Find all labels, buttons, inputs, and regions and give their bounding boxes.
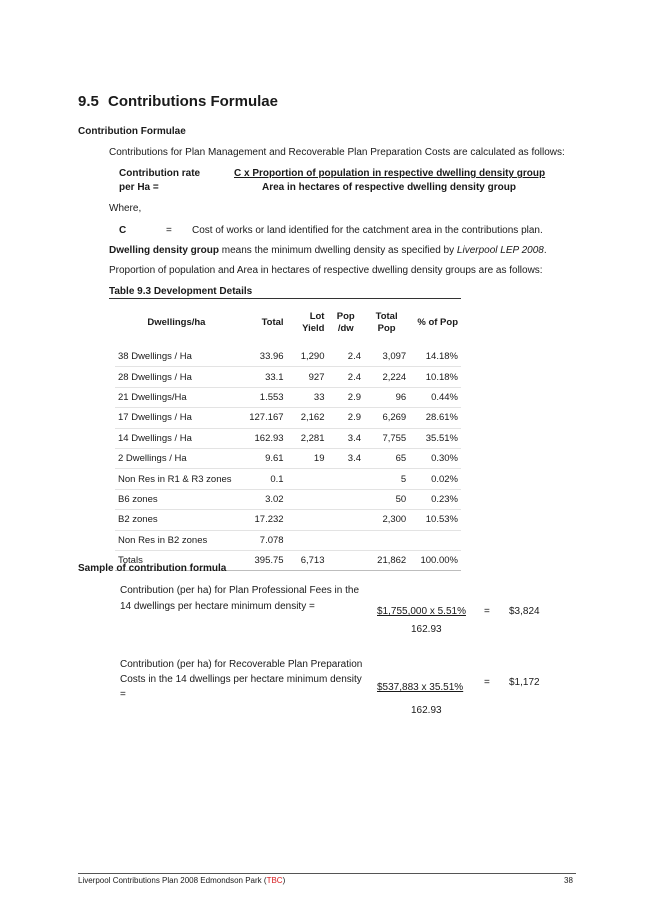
table-cell: 19 (287, 448, 328, 468)
table-cell: 2,300 (364, 510, 409, 530)
table-row (115, 469, 461, 489)
formula-denominator: Area in hectares of respective dwelling density group (262, 182, 516, 193)
header-dwellings: Dwellings/ha (147, 317, 206, 328)
table-cell: 35.51% (409, 428, 461, 448)
header-percent-pop: % of Pop (417, 317, 458, 328)
sample-heading: Sample of contribution formula (78, 563, 227, 574)
table-cell: 2,162 (287, 408, 328, 428)
proportion-text: Proportion of population and Area in hectares of respective dwelling density groups are as follows: (109, 265, 543, 276)
table-cell: 3.4 (327, 448, 364, 468)
sample1-equals: = (484, 606, 490, 617)
table-cell: 100.00% (409, 550, 461, 570)
table-cell: 127.167 (238, 408, 287, 428)
sample1-line2: 14 dwellings per hectare minimum density = (120, 601, 315, 612)
table-cell: 21 Dwellings/Ha (115, 387, 238, 407)
definition-density-end: . (543, 245, 547, 256)
table-cell: 0.44% (409, 387, 461, 407)
table-cell: 10.18% (409, 367, 461, 387)
table-cell: 3,097 (364, 347, 409, 367)
table-row (115, 367, 461, 387)
subheading: Contribution Formulae (78, 126, 186, 137)
table-cell: 38 Dwellings / Ha (115, 347, 238, 367)
table-cell: 5 (364, 469, 409, 489)
sample1-result: $3,824 (509, 606, 540, 617)
page-number: 38 (564, 876, 573, 885)
definition-density-text: means the minimum dwelling density as specified by (219, 245, 457, 256)
sample2-line1: Contribution (per ha) for Recoverable Plan Preparation (120, 659, 363, 670)
header-pop-dw: Pop /dw (336, 311, 355, 334)
table-row (115, 530, 461, 550)
sample1-denominator: 162.93 (411, 624, 442, 635)
section-heading (78, 93, 278, 110)
formula-label-line2: per Ha = (119, 182, 159, 193)
sample1-numerator: $1,755,000 x 5.51% (377, 606, 466, 617)
table-cell: Totals (115, 550, 238, 570)
table-cell: 2 Dwellings / Ha (115, 448, 238, 468)
section-number: 9.5 (78, 93, 99, 110)
where-text: Where, (109, 203, 142, 214)
table-cell: 2,224 (364, 367, 409, 387)
sample2-line2: Costs in the 14 dwellings per hectare minimum density (120, 674, 362, 685)
table-cell: 162.93 (238, 428, 287, 448)
table-cell: Non Res in R1 & R3 zones (115, 469, 238, 489)
table-cell (327, 530, 364, 550)
table-cell: 28.61% (409, 408, 461, 428)
table-cell: Non Res in B2 zones (115, 530, 238, 550)
sample1-line1: Contribution (per ha) for Plan Professional Fees in the (120, 585, 360, 596)
table-cell: 17 Dwellings / Ha (115, 408, 238, 428)
sample2-line3: = (120, 689, 126, 700)
table-row (115, 347, 461, 367)
table-cell: 33 (287, 387, 328, 407)
formula-label-line1: Contribution rate (119, 168, 201, 179)
table-cell: 6,713 (287, 550, 328, 570)
table-caption: Table 9.3 Development Details (109, 286, 253, 297)
table-cell: 3.02 (238, 489, 287, 509)
table-cell (327, 469, 364, 489)
sample2-denominator: 162.93 (411, 705, 442, 716)
table-cell: 395.75 (238, 550, 287, 570)
table-cell: 2.4 (327, 367, 364, 387)
table-row (115, 489, 461, 509)
table-cell (409, 530, 461, 550)
footer-tbc: TBC (266, 876, 283, 885)
table-cell: 28 Dwellings / Ha (115, 367, 238, 387)
header-total: Total (261, 317, 284, 328)
formula-numerator: C x Proportion of population in respective dwelling density group (234, 168, 546, 179)
definition-density-term: Dwelling density group (109, 245, 220, 256)
table-row (115, 428, 461, 448)
header-lot-yield: Lot Yield (302, 311, 325, 334)
definition-c-symbol: C (119, 225, 127, 236)
table-row (115, 387, 461, 407)
table-cell (327, 489, 364, 509)
definition-density-ref: Liverpool LEP 2008 (456, 245, 544, 256)
table-cell: 9.61 (238, 448, 287, 468)
table-cell: 96 (364, 387, 409, 407)
development-details-table (115, 305, 461, 571)
definition-c-text: Cost of works or land identified for the catchment area in the contributions plan. (192, 225, 543, 236)
table-cell: 7,755 (364, 428, 409, 448)
section-title: Contributions Formulae (108, 93, 278, 110)
table-cell: 927 (287, 367, 328, 387)
table-cell (327, 510, 364, 530)
definition-c-equals: = (166, 225, 172, 236)
table-cell: 10.53% (409, 510, 461, 530)
intro-text: Contributions for Plan Management and Recoverable Plan Preparation Costs are calculated as follows: (109, 147, 565, 158)
table-cell (327, 550, 364, 570)
table-caption-rule (109, 298, 461, 299)
table-cell (287, 510, 328, 530)
table-cell: 1,290 (287, 347, 328, 367)
table-cell: 0.1 (238, 469, 287, 489)
table-cell: 17.232 (238, 510, 287, 530)
table-cell: B6 zones (115, 489, 238, 509)
table-cell: 0.23% (409, 489, 461, 509)
table-cell: 2,281 (287, 428, 328, 448)
header-total-pop: Total Pop (375, 311, 398, 334)
table-cell (364, 530, 409, 550)
table-header-row (115, 305, 461, 341)
table-cell: 2.9 (327, 387, 364, 407)
table-cell: 1.553 (238, 387, 287, 407)
table-cell: 0.30% (409, 448, 461, 468)
table-cell: 7.078 (238, 530, 287, 550)
table-cell: 33.96 (238, 347, 287, 367)
table-cell: 3.4 (327, 428, 364, 448)
table-row (115, 448, 461, 468)
table-cell: 33.1 (238, 367, 287, 387)
table-cell (287, 469, 328, 489)
table-cell: 21,862 (364, 550, 409, 570)
table-cell (287, 489, 328, 509)
definition-density (109, 245, 547, 256)
sample2-result: $1,172 (509, 677, 540, 688)
sample2-numerator: $537,883 x 35.51% (377, 682, 464, 693)
table-row (115, 510, 461, 530)
table-cell: 14.18% (409, 347, 461, 367)
table-cell: 2.4 (327, 347, 364, 367)
table-cell: 65 (364, 448, 409, 468)
sample2-equals: = (484, 677, 490, 688)
footer-rule (78, 873, 576, 874)
table-cell: 2.9 (327, 408, 364, 428)
table-cell: B2 zones (115, 510, 238, 530)
footer-text: Liverpool Contributions Plan 2008 Edmondson Park (TBC) (78, 876, 286, 885)
table-cell (287, 530, 328, 550)
table-cell: 14 Dwellings / Ha (115, 428, 238, 448)
table-cell: 6,269 (364, 408, 409, 428)
table-cell: 50 (364, 489, 409, 509)
table-row (115, 408, 461, 428)
table-cell: 0.02% (409, 469, 461, 489)
